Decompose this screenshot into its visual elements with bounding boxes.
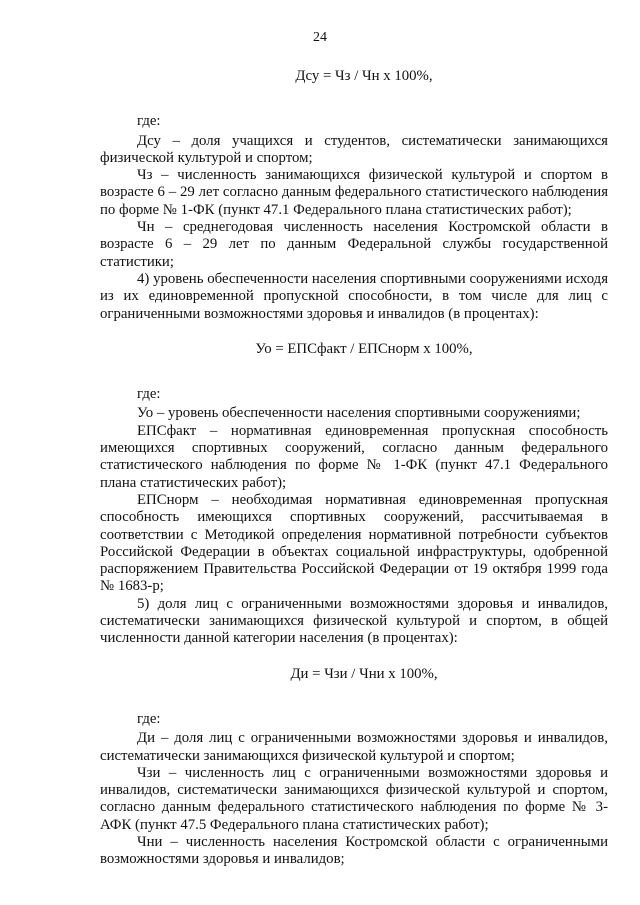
where-label: где: [137,710,161,727]
definition-chzi: Чзи – численность лиц с ограниченными возможностями здоровья и инвалидов, систематически занимающихся физической культурой и спортом, согласно данным федерального статистического наблюдения по форме № 3-АФК (пункт 47.5 Федерального плана статистических работ); [100,764,608,833]
formula-dsu: Дсу = Чз / Чн х 100%, [295,68,433,84]
definition-dsu: Дсу – доля учащихся и студентов, систематически занимающихся физической культурой и спортом; [100,132,608,166]
page-number: 24 [313,30,327,45]
definition-eps-fakt: ЕПСфакт – нормативная единовременная пропускная способность имеющихся спортивных сооружений, согласно данным федерального статистического наблюдения по форме № 1-ФК (пункт 47.1 Федерального плана статистических работ); [100,422,608,491]
definition-chz: Чз – численность занимающихся физической культурой и спортом в возрасте 6 – 29 лет согласно данным федерального статистического наблюдения по форме № 1-ФК (пункт 47.1 Федерального плана статистических работ); [100,167,608,218]
where-label: где: [137,386,161,403]
item-5-heading: 5) доля лиц с ограниченными возможностями здоровья и инвалидов, систематически занимающихся физической культурой и спортом, в общей численности данной категории населения (в процентах): [100,595,608,647]
item-4-heading: 4) уровень обеспеченности населения спортивными сооружениями исходя из их единовременной пропускной способности, в том числе для лиц с ограниченными возможностями здоровья и инвалидов (в процентах): [100,270,608,322]
definition-chn: Чн – среднегодовая численность населения Костромской области в возрасте 6 – 29 лет по данным Федеральной службы государственной статистики; [100,219,608,270]
formula-di: Ди = Чзи / Чни х 100%, [290,665,438,682]
document-body [100,60,608,869]
where-label: где: [137,113,161,130]
definition-uo: Уо – уровень обеспеченности населения спортивными сооружениями; [137,405,581,422]
definition-chni: Чни – численность населения Костромской области с ограниченными возможностями здоровья и инвалидов; [100,833,608,868]
formula-uo: Уо = ЕПСфакт / ЕПСнорм х 100%, [255,340,473,357]
definition-eps-norm: ЕПСнорм – необходимая нормативная единовременная пропускная способность имеющихся спортивных сооружений, рассчитываемая в соответствии с Методикой определения нормативной потребности субъектов Российской Федерации в объектах социальной инфраструктуры, одобренной распоряжением Правительства Российской Федерации от 19 октября 1999 года № 1683-р; [100,491,608,595]
definition-di: Ди – доля лиц с ограниченными возможностями здоровья и инвалидов, систематически занимающихся физической культурой и спортом; [100,730,608,764]
